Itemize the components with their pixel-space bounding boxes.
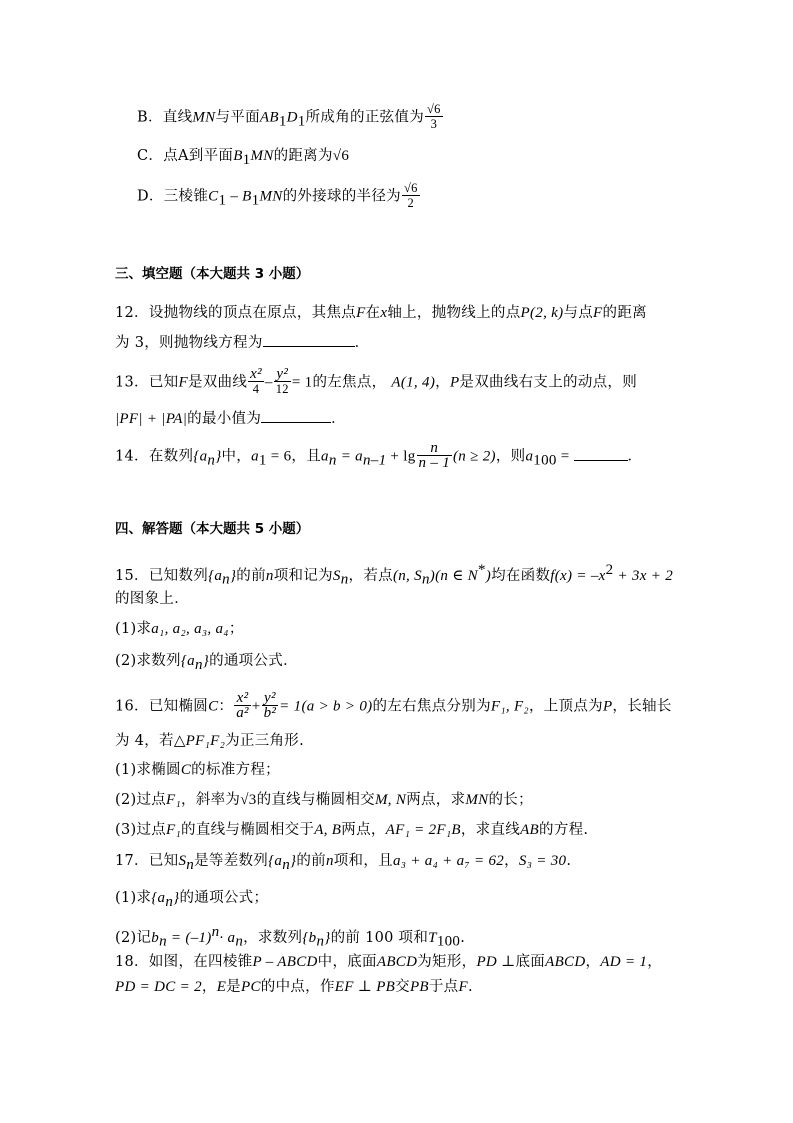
math: = 1(a > b > 0) <box>279 698 373 715</box>
math: – <box>226 188 243 205</box>
question-18-line-2 <box>115 977 473 997</box>
text: 的长； <box>488 792 533 808</box>
math: ) <box>485 567 492 584</box>
text: (1)求椭圆 <box>115 762 181 778</box>
math: ABCD <box>376 954 418 970</box>
question-17-part-1 <box>115 888 268 912</box>
text: 三棱锥 <box>163 188 209 205</box>
text: 项和，且 <box>333 853 393 869</box>
math: F₁ <box>166 822 182 838</box>
subscript: n <box>340 571 349 588</box>
text: (2)求数列 <box>115 653 181 669</box>
text: ，长轴长 <box>612 698 672 715</box>
subscript: n <box>421 571 430 588</box>
math: {a <box>151 890 166 906</box>
math: F <box>178 374 188 391</box>
math: (n, S <box>392 567 422 584</box>
text: 的通项公式． <box>209 653 298 669</box>
option-label: B． <box>137 109 163 126</box>
answer-blank[interactable] <box>263 331 355 347</box>
denominator: 3 <box>430 117 438 131</box>
numerator: x² <box>250 366 262 382</box>
math: f(x) = –x <box>550 567 606 584</box>
fraction <box>262 691 279 720</box>
subscript: 100 <box>436 933 461 950</box>
math: · a <box>219 929 236 946</box>
text: ，且 <box>291 448 322 465</box>
option-c <box>137 146 349 170</box>
numerator: x² <box>234 691 251 706</box>
subscript: 1 <box>278 113 287 130</box>
subscript: 1 <box>242 151 251 168</box>
question-16-part-1 <box>115 760 280 780</box>
option-b <box>137 103 444 132</box>
question-number: 18． <box>115 954 149 970</box>
denominator: 2 <box>407 196 415 210</box>
math: a <box>251 448 259 465</box>
math: B <box>242 188 252 205</box>
math: E <box>216 979 227 995</box>
math: } <box>229 567 237 584</box>
math: MN <box>465 792 489 808</box>
math: AD = 1 <box>600 954 648 970</box>
math: = <box>556 448 574 465</box>
math: = (–1) <box>166 929 212 946</box>
math: MN <box>192 109 216 126</box>
math: (n ≥ 2) <box>453 448 496 465</box>
subscript: n <box>316 933 325 950</box>
subscript: n <box>235 933 244 950</box>
math: F₁, F₂ <box>490 698 529 715</box>
math: P – ABCD <box>252 954 318 970</box>
math: + lg <box>386 448 416 465</box>
math: } <box>324 929 331 946</box>
text: 为正三角形. <box>225 733 305 749</box>
math: B <box>233 148 243 164</box>
subscript: 1 <box>297 113 306 130</box>
text: 在数列 <box>148 448 194 465</box>
math: F <box>593 305 603 321</box>
superscript: 2 <box>605 562 614 578</box>
math: {a <box>268 853 283 869</box>
text: ，上顶点为 <box>528 698 603 715</box>
math: P <box>449 374 460 391</box>
text: ，则 <box>495 448 526 465</box>
section-heading-fill-in: 三、填空题（本大题共 3 小题） <box>115 266 310 282</box>
text: ， <box>585 954 601 970</box>
math: MN <box>259 188 283 205</box>
math: A, B <box>314 822 342 838</box>
text: 的距离为 <box>273 148 333 164</box>
answer-blank[interactable] <box>261 407 331 423</box>
text: 直线 <box>162 109 193 126</box>
math: PD ⊥ <box>476 954 516 970</box>
superscript: * <box>477 562 486 578</box>
math: D <box>286 109 298 126</box>
math: A(1, 4) <box>391 374 436 391</box>
subscript: n <box>186 856 195 873</box>
text: 的左右焦点分别为 <box>372 698 491 715</box>
question-15-line-2: 的图象上． <box>115 591 189 607</box>
math: x <box>380 305 388 321</box>
math: ) <box>429 567 436 584</box>
text: 如图，在四棱锥 <box>148 954 253 970</box>
math: a₁, a₂, a₃, a₄ <box>151 621 229 637</box>
math: PC <box>240 979 261 995</box>
math: P <box>602 698 613 715</box>
text: 两点， <box>341 822 386 838</box>
math: C <box>180 762 192 778</box>
question-number: 17． <box>115 853 149 869</box>
text: ，若点 <box>348 567 393 584</box>
math: F <box>356 305 366 321</box>
fraction <box>248 367 264 396</box>
text: 为 3，则抛物线方程为 <box>115 335 263 351</box>
question-15-part-1 <box>115 619 244 639</box>
math: AF₁ = 2F₁B <box>385 822 461 838</box>
fraction <box>417 441 453 470</box>
text: . <box>460 929 466 946</box>
math: MN <box>250 148 274 164</box>
text: 的左焦点， <box>312 374 387 391</box>
text: 的前 <box>236 567 266 584</box>
math: {b <box>302 929 317 946</box>
fraction <box>402 181 420 210</box>
text: ，斜率为 <box>181 792 241 808</box>
text: 的外接球的半径为 <box>282 188 401 205</box>
subscript: n <box>194 656 203 673</box>
text: 为 4，若 <box>115 733 174 749</box>
text: ，求数列 <box>243 929 303 946</box>
math: } <box>215 448 222 465</box>
math: = 6 <box>266 448 292 465</box>
text: ， <box>504 853 519 869</box>
subscript: n <box>282 856 291 873</box>
denominator: 12 <box>275 382 289 396</box>
math: M, N <box>374 792 407 808</box>
text: ， <box>201 979 217 995</box>
question-number: 13． <box>115 374 149 391</box>
math: EF ⊥ PB <box>334 979 396 995</box>
text: ． <box>354 335 370 351</box>
text: 与平面 <box>215 109 260 126</box>
math: n <box>325 853 334 869</box>
answer-blank[interactable] <box>574 445 628 461</box>
question-number: 12． <box>115 305 149 321</box>
question-17-part-2 <box>115 922 465 952</box>
question-13 <box>115 368 637 397</box>
text: 的标准方程； <box>191 762 280 778</box>
text: 中，底面 <box>317 954 377 970</box>
fraction <box>425 102 443 131</box>
section-heading-solutions: 四、解答题（本大题共 5 小题） <box>115 521 310 537</box>
text: 的方程. <box>539 822 589 838</box>
math: PB <box>409 979 429 995</box>
option-d <box>137 182 421 211</box>
math: C <box>208 698 219 715</box>
question-16-part-2 <box>115 790 533 810</box>
text: ，求直线 <box>460 822 521 838</box>
text: 在 <box>365 305 381 321</box>
subscript: 1 <box>218 192 227 209</box>
math: S <box>332 567 341 584</box>
text: (3)过点 <box>115 822 167 838</box>
text: 已知数列 <box>148 567 209 584</box>
math: ABCD <box>545 954 586 970</box>
text: (2)过点 <box>115 792 167 808</box>
option-label: C． <box>137 148 164 164</box>
math: {a <box>193 448 208 465</box>
text: 两点，求 <box>406 792 466 808</box>
subscript: n <box>222 571 230 588</box>
text: 设抛物线的顶点在原点，其焦点 <box>148 305 357 321</box>
math: △PF₁F₂ <box>173 733 226 749</box>
math: {a <box>180 653 195 669</box>
text: 为矩形， <box>417 954 477 970</box>
text: ， <box>435 374 450 391</box>
text: 交 <box>395 979 410 995</box>
question-12 <box>115 303 647 323</box>
text: 与点 <box>563 305 594 321</box>
question-18 <box>115 952 662 972</box>
text: 的距离 <box>602 305 647 321</box>
subscript: 1 <box>258 452 267 469</box>
question-13-line-2 <box>115 407 346 429</box>
text: (1)求 <box>115 621 152 637</box>
subscript: n <box>328 452 337 469</box>
question-number: 15． <box>115 567 149 584</box>
text: 的前 <box>296 853 326 869</box>
subscript: n <box>207 452 216 469</box>
math: T <box>428 929 437 946</box>
denominator: b² <box>263 705 277 721</box>
option-label: D． <box>137 188 164 205</box>
subscript: 1 <box>251 192 260 209</box>
fraction <box>234 691 251 720</box>
math: + <box>251 698 261 715</box>
math: (n ∈ N <box>435 567 478 584</box>
math: S <box>178 853 187 869</box>
math: n <box>265 567 274 584</box>
question-12-line-2 <box>115 331 369 353</box>
math: P(2, k) <box>520 305 564 321</box>
question-16-line-2 <box>115 731 304 751</box>
question-14 <box>115 442 642 471</box>
math: PD = DC = 2 <box>115 979 202 995</box>
denominator: 4 <box>252 382 260 396</box>
text: ． <box>331 411 346 427</box>
math: + 3x + 2 <box>613 567 673 584</box>
question-15-part-2 <box>115 651 298 675</box>
text: 的通项公式； <box>179 890 269 906</box>
text: 于点 <box>428 979 459 995</box>
text: (2)记 <box>115 929 152 946</box>
subscript: n <box>159 933 167 950</box>
text: ． <box>627 448 643 465</box>
text: 的前 100 项和 <box>330 929 429 946</box>
text: 中， <box>221 448 252 465</box>
math: b <box>151 929 160 946</box>
math: S₃ = 30 <box>518 853 567 869</box>
text: ， <box>647 954 663 970</box>
text: 均在函数 <box>491 567 551 584</box>
numerator: n <box>417 441 453 456</box>
math: = 1 <box>291 374 313 391</box>
text: 所成角的正弦值为 <box>305 109 424 126</box>
text: 轴上，抛物线上的点 <box>387 305 521 321</box>
text: 的直线与椭圆相交于 <box>181 822 315 838</box>
math: AB <box>259 109 279 126</box>
numerator: y² <box>262 691 279 706</box>
text: (1)求 <box>115 890 152 906</box>
question-16 <box>115 692 672 721</box>
text: 已知椭圆 <box>148 698 209 715</box>
superscript: n <box>211 924 220 940</box>
question-15 <box>115 560 673 590</box>
math: – <box>264 374 273 391</box>
subscript: n <box>165 893 174 910</box>
denominator: a² <box>236 705 249 721</box>
subscript: 100 <box>533 452 557 469</box>
text: 已知 <box>148 374 179 391</box>
text: . <box>467 979 473 995</box>
text: 是 <box>226 979 241 995</box>
text: 是双曲线 <box>187 374 248 391</box>
question-17 <box>115 851 571 875</box>
question-number: 16． <box>115 698 149 715</box>
denominator: n – 1 <box>418 455 451 471</box>
math: a₃ + a₄ + a₇ = 62 <box>392 853 505 869</box>
text: ： <box>218 698 234 715</box>
numerator: y² <box>274 367 291 382</box>
text: 是双曲线右支上的动点，则 <box>459 374 638 391</box>
text: ； <box>228 621 244 637</box>
question-16-part-3 <box>115 820 588 840</box>
math: F <box>458 979 468 995</box>
math: = a <box>336 448 363 465</box>
text: 点A到平面 <box>163 148 234 164</box>
math: } <box>202 653 210 669</box>
math: a <box>525 448 534 465</box>
math: } <box>290 853 297 869</box>
text: 的直线与椭圆相交 <box>256 792 375 808</box>
math: √6 <box>332 148 350 164</box>
numerator: √6 <box>403 181 418 195</box>
text: 已知 <box>148 853 179 869</box>
math: √3 <box>240 792 257 808</box>
text: 的最小值为 <box>187 411 262 427</box>
numerator: √6 <box>427 102 441 116</box>
math: |PF| + |PA| <box>115 411 188 427</box>
subscript: n–1 <box>362 452 387 469</box>
math: a <box>321 448 329 465</box>
math: F₁ <box>166 792 182 808</box>
text: 项和记为 <box>273 567 333 584</box>
math: AB <box>520 822 540 838</box>
text: . <box>566 853 572 869</box>
question-number: 14． <box>115 448 149 465</box>
text: 的中点，作 <box>260 979 335 995</box>
math: C <box>208 188 219 205</box>
math: {a <box>208 567 223 584</box>
text: 底面 <box>515 954 546 970</box>
fraction <box>274 367 291 396</box>
math: } <box>173 890 180 906</box>
text: 是等差数列 <box>194 853 269 869</box>
